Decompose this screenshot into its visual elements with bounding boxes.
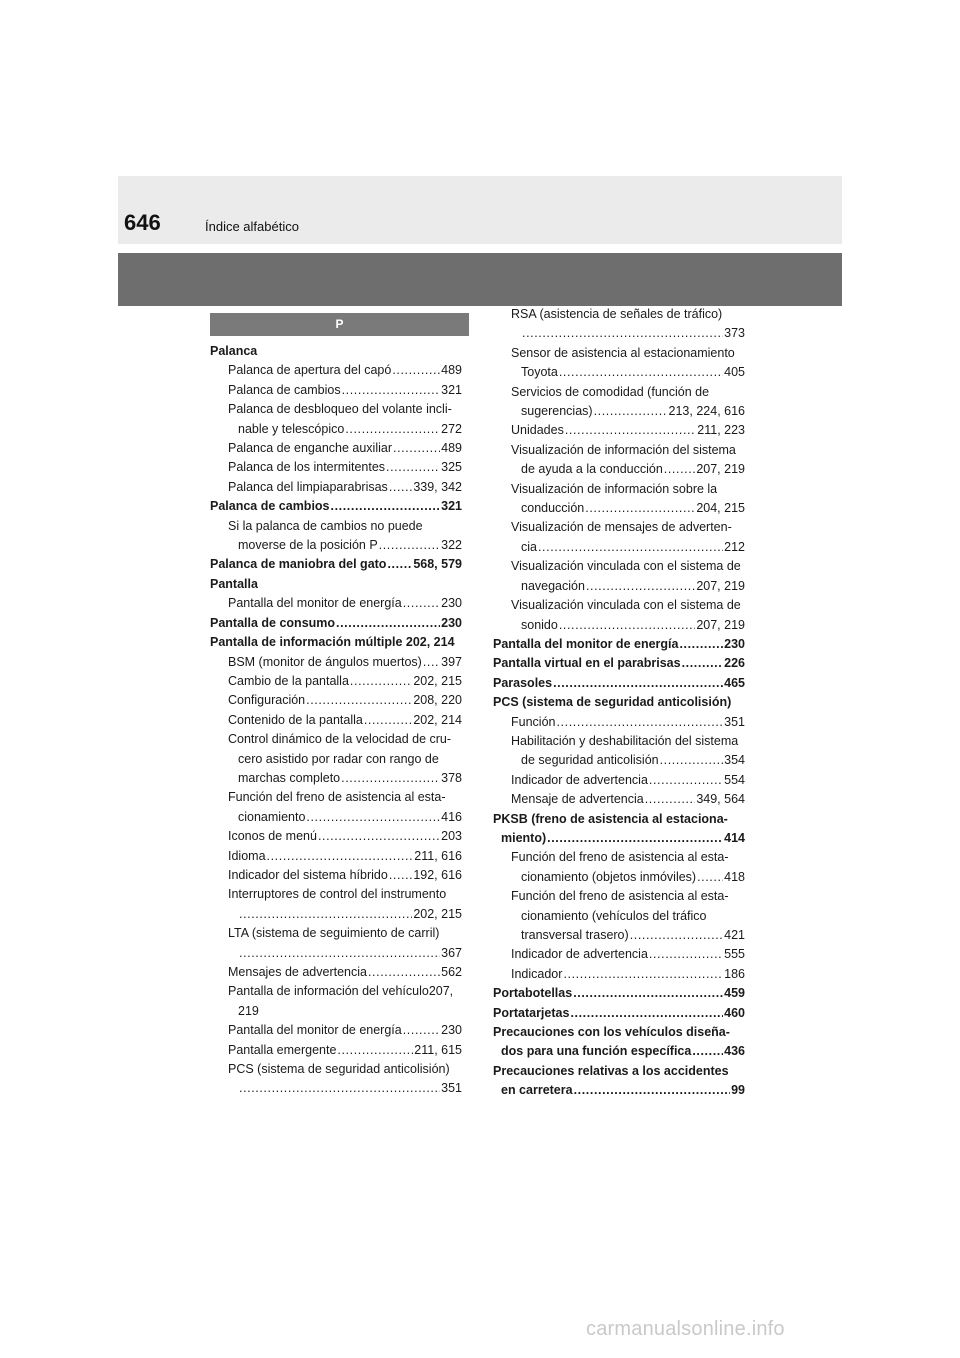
- entry-text: cero asistido por radar con rango de: [238, 751, 439, 766]
- entry-text: sugerencias): [521, 404, 593, 419]
- entry-text: Palanca de los intermitentes: [228, 460, 386, 475]
- dot-leader: [336, 614, 440, 633]
- entry-text: Función del freno de asistencia al esta-: [228, 790, 446, 805]
- index-entry: [493, 1023, 745, 1042]
- page-number: 646: [124, 210, 161, 235]
- index-entry: [493, 693, 745, 712]
- index-entry: [493, 635, 745, 654]
- dot-leader: [239, 1079, 440, 1098]
- entry-text: Indicador del sistema híbrido: [228, 867, 388, 882]
- entry-page: 349, 564: [696, 792, 745, 807]
- entry-text: 219: [238, 1003, 259, 1018]
- index-entry: [210, 750, 462, 769]
- entry-text: Sensor de asistencia al estacionamiento: [511, 345, 735, 360]
- dot-leader: [389, 478, 413, 497]
- entry-text: LTA (sistema de seguimiento de carril): [228, 926, 440, 941]
- entry-text: Visualización de información del sistema: [511, 442, 736, 457]
- entry-page: 465: [724, 675, 745, 690]
- index-entry: [210, 458, 462, 477]
- dot-leader: [403, 594, 440, 613]
- entry-text: Visualización vinculada con el sistema de: [511, 598, 741, 613]
- entry-text: Pantalla del monitor de energía: [493, 636, 679, 651]
- entry-page: 211, 616: [414, 848, 462, 863]
- entry-page: 436: [724, 1044, 745, 1059]
- index-entry: [493, 790, 745, 809]
- entry-text: Función: [511, 714, 556, 729]
- entry-text: Parasoles: [493, 675, 553, 690]
- entry-text: nable y telescópico: [238, 421, 345, 436]
- index-entry: [493, 1042, 745, 1061]
- entry-text: Pantalla virtual en el parabrisas: [493, 656, 681, 671]
- index-entry: [210, 711, 462, 730]
- dot-leader: [573, 984, 723, 1003]
- entry-page: 325: [441, 460, 462, 475]
- index-entry: [210, 614, 462, 633]
- entry-text: Visualización de mensajes de adverten-: [511, 520, 732, 535]
- entry-page: 202, 215: [413, 673, 462, 688]
- dot-leader: [679, 635, 723, 654]
- index-entry: [493, 887, 745, 906]
- index-entry: [210, 808, 462, 827]
- entry-text: PCS (sistema de seguridad anticolisión): [493, 695, 732, 710]
- index-entry: [493, 965, 745, 984]
- entry-text: Palanca: [210, 344, 258, 358]
- index-entry: [493, 616, 745, 635]
- entry-page: 367: [441, 945, 462, 960]
- entry-text: Visualización vinculada con el sistema de: [511, 559, 741, 574]
- index-entry: [210, 691, 462, 710]
- entry-text: navegación: [521, 578, 585, 593]
- dot-leader: [574, 1081, 731, 1100]
- index-entry: [493, 674, 745, 693]
- entry-text: cionamiento (objetos inmóviles): [521, 869, 697, 884]
- entry-page: 554: [724, 772, 745, 787]
- index-entry: [210, 361, 462, 380]
- dot-leader: [660, 751, 724, 770]
- section-letter-bar: P: [210, 313, 469, 336]
- entry-text: Configuración: [228, 693, 306, 708]
- entry-text: Pantalla: [210, 576, 258, 591]
- index-entry: [210, 672, 462, 691]
- dot-leader: [570, 1004, 723, 1023]
- index-entry: [210, 963, 462, 982]
- entry-page: 568, 579: [413, 557, 462, 572]
- entry-page: 339, 342: [413, 479, 462, 494]
- index-entry: [210, 730, 462, 749]
- entry-text: Mensajes de advertencia: [228, 965, 367, 979]
- entry-page: 211, 223: [697, 423, 745, 438]
- entry-text: Mensaje de advertencia: [511, 792, 644, 807]
- dot-leader: [267, 847, 414, 866]
- index-entry: [493, 305, 745, 324]
- dot-leader: [547, 829, 723, 848]
- index-entry: [493, 480, 745, 499]
- entry-text: Palanca de cambios: [210, 499, 330, 514]
- index-entry: [493, 945, 745, 964]
- dot-leader: [386, 458, 440, 477]
- entry-text: moverse de la posición P: [238, 538, 378, 553]
- dot-leader: [318, 827, 440, 846]
- entry-page: 186: [724, 966, 745, 981]
- dot-leader: [331, 497, 441, 516]
- entry-text: Palanca de desbloqueo del volante incli-: [228, 402, 452, 417]
- dot-leader: [368, 963, 440, 982]
- entry-page: 351: [441, 1081, 462, 1096]
- index-entry: [210, 769, 462, 788]
- entry-text: Servicios de comodidad (función de: [511, 384, 710, 399]
- entry-text: Palanca de maniobra del gato: [210, 557, 387, 572]
- entry-page: 226: [724, 656, 745, 671]
- dot-leader: [559, 616, 695, 635]
- dot-leader: [387, 555, 412, 574]
- dot-leader: [389, 866, 413, 885]
- index-entry: [493, 810, 745, 829]
- index-entry: [210, 1079, 462, 1098]
- header-title: Índice alfabético: [205, 219, 299, 234]
- entry-page: 211, 615: [414, 1042, 462, 1057]
- index-column-right: [493, 305, 745, 1101]
- entry-page: 208, 220: [413, 693, 462, 708]
- entry-page: 321: [441, 382, 462, 397]
- entry-page: 421: [724, 928, 745, 942]
- entry-text: transversal trasero): [521, 928, 629, 942]
- index-entry: [210, 594, 462, 613]
- entry-page: 192, 616: [413, 867, 462, 882]
- dot-leader: [403, 1021, 440, 1040]
- index-entry: [210, 400, 462, 419]
- index-entry: [493, 421, 745, 440]
- entry-page: 418: [724, 869, 745, 884]
- entry-text: dos para una función específica: [501, 1044, 692, 1059]
- dot-leader: [697, 868, 723, 887]
- index-entry: [210, 944, 462, 963]
- entry-text: Indicador: [511, 966, 563, 981]
- entry-text: BSM (monitor de ángulos muertos): [228, 654, 422, 669]
- index-entry: [493, 363, 745, 382]
- entry-text: Pantalla de consumo: [210, 615, 336, 630]
- entry-text: en carretera: [501, 1083, 573, 1098]
- index-entry: [493, 577, 745, 596]
- index-entry: [210, 633, 462, 652]
- index-entry: [210, 478, 462, 497]
- dot-leader: [342, 381, 441, 400]
- entry-text: Portatarjetas: [493, 1005, 570, 1020]
- entry-page: 405: [724, 365, 745, 380]
- entry-text: marchas completo: [238, 770, 341, 785]
- entry-text: cia: [521, 539, 537, 554]
- entry-text: Precauciones relativas a los accidentes: [493, 1063, 729, 1078]
- index-entry: [493, 1062, 745, 1081]
- entry-text: Palanca de enganche auxiliar: [228, 441, 393, 456]
- entry-page: 207, 219: [696, 578, 745, 593]
- dot-leader: [239, 944, 440, 963]
- index-entry: [493, 732, 745, 751]
- entry-page: 207, 219: [696, 617, 745, 632]
- dot-leader: [393, 439, 440, 458]
- index-entry: [493, 848, 745, 867]
- index-entry: [210, 885, 462, 904]
- index-entry: [210, 1021, 462, 1040]
- index-entry: [210, 924, 462, 943]
- entry-text: Palanca de apertura del capó: [228, 363, 392, 378]
- index-entry: [493, 383, 745, 402]
- index-entry: [493, 499, 745, 518]
- entry-page: 460: [724, 1005, 745, 1020]
- entry-text: Control dinámico de la velocidad de cru-: [228, 732, 452, 747]
- index-entry: [210, 1060, 462, 1079]
- entry-page: 204, 215: [696, 501, 745, 516]
- dot-leader: [559, 363, 723, 382]
- entry-text: PKSB (freno de asistencia al estaciona-: [493, 811, 728, 826]
- dot-leader: [645, 790, 696, 809]
- entry-page: 322: [441, 538, 462, 553]
- index-entry: [210, 1041, 462, 1060]
- index-entry: [210, 342, 462, 361]
- entry-text: Precauciones con los vehículos diseña-: [493, 1025, 730, 1040]
- entry-text: Portabotellas: [493, 986, 573, 1001]
- entry-text: PCS (sistema de seguridad anticolisión): [228, 1062, 450, 1077]
- index-entry: [210, 381, 462, 400]
- entry-text: Toyota: [521, 365, 558, 380]
- entry-text: Pantalla de información del vehículo207,: [228, 984, 454, 999]
- dot-leader: [553, 674, 723, 693]
- dot-leader: [692, 1042, 723, 1061]
- index-entry: [493, 538, 745, 557]
- dot-leader: [341, 769, 440, 788]
- entry-page: 555: [724, 947, 745, 962]
- dot-leader: [585, 499, 695, 518]
- entry-text: Si la palanca de cambios no puede: [228, 518, 423, 533]
- index-entry: [493, 460, 745, 479]
- entry-text: cionamiento: [238, 809, 306, 824]
- entry-page: 230: [441, 615, 462, 630]
- entry-page: 272: [441, 421, 462, 436]
- entry-text: de seguridad anticolisión: [521, 753, 659, 768]
- entry-text: sonido: [521, 617, 558, 632]
- entry-text: Pantalla de información múltiple 202, 214: [210, 635, 455, 650]
- entry-page: 202, 215: [413, 906, 462, 921]
- entry-page: 489: [441, 363, 462, 378]
- entry-text: Unidades: [511, 423, 564, 438]
- watermark: carmanualsonline.info: [586, 1318, 785, 1340]
- entry-page: 321: [441, 499, 462, 514]
- index-entry: [210, 905, 462, 924]
- index-entry: [210, 536, 462, 555]
- index-entry: [210, 517, 462, 536]
- dot-leader: [423, 653, 440, 672]
- entry-page: 230: [724, 636, 745, 651]
- entry-text: conducción: [521, 501, 585, 516]
- entry-page: 213, 224, 616: [668, 404, 745, 419]
- entry-text: Palanca de cambios: [228, 382, 341, 397]
- index-entry: [493, 518, 745, 537]
- index-entry: [493, 1081, 745, 1100]
- entry-text: Visualización de información sobre la: [511, 481, 718, 496]
- entry-page: 230: [441, 596, 462, 611]
- index-entry: [493, 926, 745, 945]
- dot-leader: [350, 672, 412, 691]
- index-entry: [493, 402, 745, 421]
- header-band: [118, 253, 842, 306]
- index-entry: [493, 907, 745, 926]
- dot-leader: [594, 402, 668, 421]
- entry-text: Idioma: [228, 848, 266, 863]
- entry-text: Función del freno de asistencia al esta-: [511, 889, 729, 904]
- entry-text: Iconos de menú: [228, 829, 317, 844]
- dot-leader: [306, 808, 440, 827]
- entry-page: 99: [731, 1083, 745, 1098]
- entry-page: 230: [441, 1023, 462, 1038]
- entry-text: Función del freno de asistencia al esta-: [511, 850, 729, 865]
- entry-page: 351: [724, 714, 745, 729]
- index-entry: [493, 984, 745, 1003]
- index-entry: [210, 555, 462, 574]
- dot-leader: [556, 713, 723, 732]
- index-entry: [210, 982, 462, 1001]
- entry-page: 203: [441, 829, 462, 844]
- entry-page: 489: [441, 441, 462, 456]
- entry-text: Pantalla emergente: [228, 1042, 337, 1057]
- entry-text: Pantalla del monitor de energía: [228, 1023, 402, 1038]
- entry-page: 207, 219: [696, 462, 745, 477]
- index-column-left: [210, 342, 462, 1099]
- index-entry: [210, 420, 462, 439]
- entry-page: 414: [724, 830, 745, 845]
- entry-text: RSA (asistencia de señales de tráfico): [511, 307, 723, 321]
- entry-text: Interruptores de control del instrumento: [228, 887, 447, 902]
- index-entry: [493, 713, 745, 732]
- index-entry: [493, 751, 745, 770]
- entry-page: 378: [441, 770, 462, 785]
- index-entry: [210, 1002, 462, 1021]
- dot-leader: [586, 577, 695, 596]
- dot-leader: [306, 691, 412, 710]
- dot-leader: [337, 1041, 413, 1060]
- index-entry: [493, 441, 745, 460]
- entry-page: 354: [724, 753, 745, 768]
- index-entry: [493, 654, 745, 673]
- entry-text: miento): [501, 830, 547, 845]
- dot-leader: [664, 460, 696, 479]
- index-entry: [493, 557, 745, 576]
- index-entry: [210, 827, 462, 846]
- entry-page: 202, 214: [413, 712, 462, 727]
- dot-leader: [239, 905, 412, 924]
- dot-leader: [682, 654, 724, 673]
- index-entry: [493, 324, 745, 343]
- index-entry: [210, 847, 462, 866]
- index-entry: [493, 771, 745, 790]
- index-entry: [210, 788, 462, 807]
- entry-page: 212: [724, 539, 745, 554]
- index-entry: [493, 829, 745, 848]
- entry-page: 373: [724, 326, 745, 341]
- index-entry: [210, 497, 462, 516]
- index-entry: [210, 653, 462, 672]
- entry-page: 397: [441, 654, 462, 669]
- dot-leader: [538, 538, 723, 557]
- index-entry: [493, 1004, 745, 1023]
- dot-leader: [364, 711, 413, 730]
- dot-leader: [563, 965, 723, 984]
- entry-text: Indicador de advertencia: [511, 947, 648, 962]
- entry-text: de ayuda a la conducción: [521, 462, 663, 477]
- index-entry: [210, 575, 462, 594]
- dot-leader: [630, 926, 723, 945]
- index-entry: [493, 344, 745, 363]
- entry-page: 416: [441, 809, 462, 824]
- entry-text: Palanca del limpiaparabrisas: [228, 479, 388, 494]
- entry-text: Cambio de la pantalla: [228, 673, 349, 688]
- entry-page: 562: [441, 965, 462, 979]
- index-entry: [210, 866, 462, 885]
- entry-text: Indicador de advertencia: [511, 772, 648, 787]
- entry-page: 459: [724, 986, 745, 1001]
- dot-leader: [565, 421, 696, 440]
- index-entry: [493, 596, 745, 615]
- dot-leader: [392, 361, 440, 380]
- index-entry: [493, 868, 745, 887]
- entry-text: Habilitación y deshabilitación del sistema: [511, 733, 739, 748]
- index-entry: [210, 439, 462, 458]
- dot-leader: [345, 420, 440, 439]
- dot-leader: [379, 536, 440, 555]
- dot-leader: [522, 324, 723, 343]
- dot-leader: [649, 945, 723, 964]
- entry-text: cionamiento (vehículos del tráfico: [521, 908, 707, 923]
- entry-text: Contenido de la pantalla: [228, 712, 363, 727]
- dot-leader: [649, 771, 723, 790]
- entry-text: Pantalla del monitor de energía: [228, 596, 402, 611]
